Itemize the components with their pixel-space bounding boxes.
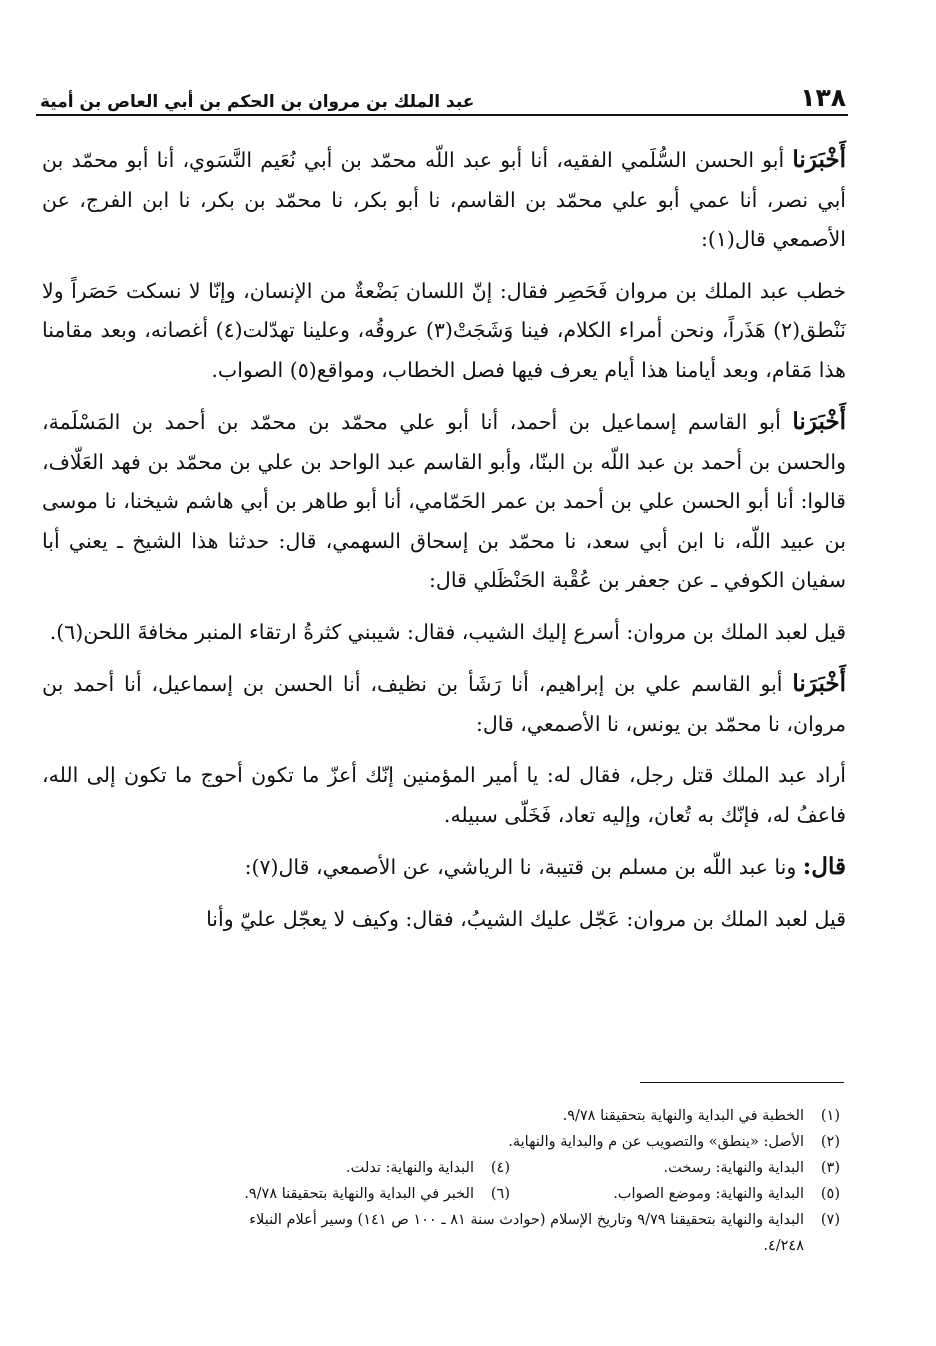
- footnote-1: [40, 1103, 840, 1129]
- footnote-number: (٦): [490, 1186, 510, 1202]
- paragraph-lead: أَخْبَرَنا: [792, 670, 846, 697]
- paragraph-text: أبو القاسم علي بن إبراهيم، أنا رَشَأ بن نظيف، أنا الحسن بن إسماعيل، أنا أحمد بن مروان، نا محمّد بن يونس، نا الأصمعي، قال:: [42, 672, 846, 736]
- paragraph-text: أبو الحسن السُّلَمي الفقيه، أنا أبو عبد اللّه محمّد بن أبي نُعَيم النَّسَوي، أنا أبو محمّد بن أبي نصر، أنا عمي أبو علي محمّد بن القاسم، نا أبو بكر، نا محمّد بن بكر، نا ابن الفرج، عن الأصمعي قال(١):: [42, 148, 846, 251]
- footnote-text: الخبر في البداية والنهاية بتحقيقنا ٩/٧٨.: [244, 1186, 474, 1202]
- footnote-number: (٢): [820, 1134, 840, 1150]
- paragraph-4: [42, 613, 846, 653]
- footnote-text: الأصل: «ينطق» والتصويب عن م والبداية والنهاية.: [508, 1134, 804, 1150]
- paragraph-1: [42, 140, 846, 260]
- footnote-7-continuation: [40, 1233, 840, 1259]
- footnote-text: البداية والنهاية: وموضع الصواب.: [613, 1186, 804, 1202]
- footnote-text: الخطبة في البداية والنهاية بتحقيقنا ٩/٧٨.: [562, 1108, 804, 1124]
- main-text: [42, 140, 846, 951]
- footnotes: [40, 1103, 840, 1259]
- paragraph-lead: أَخْبَرَنا: [792, 146, 846, 173]
- footnote-7: [40, 1207, 840, 1233]
- footnote-row-5-6: [40, 1181, 840, 1207]
- footnote-number: (٥): [820, 1186, 840, 1202]
- running-head: [40, 78, 846, 112]
- paragraph-lead: قال:: [802, 853, 846, 880]
- footnote-text: البداية والنهاية: رسخت.: [663, 1160, 804, 1176]
- footnote-text: البداية والنهاية: تدلت.: [345, 1160, 474, 1176]
- footnote-6: [180, 1181, 510, 1207]
- paragraph-text: قيل لعبد الملك بن مروان: عَجّل عليك الشيبُ، فقال: وكيف لا يعجّل عليّ وأنا: [206, 906, 846, 931]
- running-title: عبد الملك بن مروان بن الحكم بن أبي العاص بن أمية: [40, 92, 475, 112]
- footnote-row-3-4: [40, 1155, 840, 1181]
- page-number: ١٣٨: [800, 83, 846, 112]
- footnote-2: [40, 1129, 840, 1155]
- footnote-number: (٣): [820, 1160, 840, 1176]
- paragraph-3: [42, 402, 846, 601]
- paragraph-8: [42, 900, 846, 940]
- paragraph-text: خطب عبد الملك بن مروان فَحَصِر فقال: إنّ اللسان بَضْعةٌ من الإنسان، وإنّا لا نسكت حَصَراً ولا نَنْطق(٢) هَذَراً، ونحن أمراء الكلام، فينا وَشَجَتْ(٣) عروقُه، وعلينا تهدّلت(٤) أغصانه، وبعد مقامنا هذا مَقام، وبعد أيامنا هذا أيام يعرف فيها فصل الخطاب، ومواقع(٥) الصواب.: [42, 278, 846, 382]
- footnote-number: (٤): [490, 1160, 510, 1176]
- paragraph-6: [42, 756, 846, 835]
- paragraph-text: ونا عبد اللّه بن مسلم بن قتيبة، نا الرياشي، عن الأصمعي، قال(٧):: [244, 855, 803, 879]
- paragraph-text: قيل لعبد الملك بن مروان: أسرع إليك الشيب، فقال: شيبني كثرةُ ارتقاء المنبر مخافةَ اللحن(٦).: [49, 619, 846, 644]
- footnote-3: [510, 1155, 840, 1181]
- paragraph-text: أراد عبد الملك قتل رجل، فقال له: يا أمير المؤمنين إنّك أعزّ ما تكون أحوج ما تكون إلى الله، فاعفُ له، فإنّك به تُعان، وإليه تعاد، فَخَلّى سبيله.: [42, 763, 846, 827]
- footnote-text: البداية والنهاية بتحقيقنا ٩/٧٩ وتاريخ الإسلام (حوادث سنة ٨١ ـ ١٠٠ ص ١٤١) وسير أعلام النبلاء: [249, 1212, 804, 1228]
- paragraph-text: أبو القاسم إسماعيل بن أحمد، أنا أبو علي محمّد بن محمّد بن أحمد بن المَسْلَمة، والحسن بن أحمد بن عبد اللّه بن البنّا، وأبو القاسم عبد الواحد بن علي بن محمّد بن فهد العَلّاف، قالوا: أنا أبو الحسن علي بن أحمد بن عمر الحَمّامي، أنا أبو طاهر بن أبي هاشم شيخنا، نا موسى بن عبيد اللّه، نا ابن أبي سعد، نا محمّد بن إسحاق السهمي، قال: حدثنا هذا الشيخ ـ يعني أبا سفيان الكوفي ـ عن جعفر بن عُقْبة الحَنْظَلي قال:: [42, 410, 846, 592]
- paragraph-lead: أَخْبَرَنا: [792, 408, 846, 435]
- footnote-5: [510, 1181, 840, 1207]
- footnote-rule: [640, 1082, 844, 1083]
- footnote-number: (٧): [820, 1212, 840, 1228]
- paragraph-7: [42, 847, 846, 888]
- footnote-number: (١): [820, 1108, 840, 1124]
- paragraph-2: [42, 272, 846, 391]
- footnote-text: ٤/٢٤٨.: [763, 1238, 804, 1254]
- paragraph-5: [42, 664, 846, 744]
- footnote-4: [180, 1155, 510, 1181]
- header-rule: [36, 114, 848, 116]
